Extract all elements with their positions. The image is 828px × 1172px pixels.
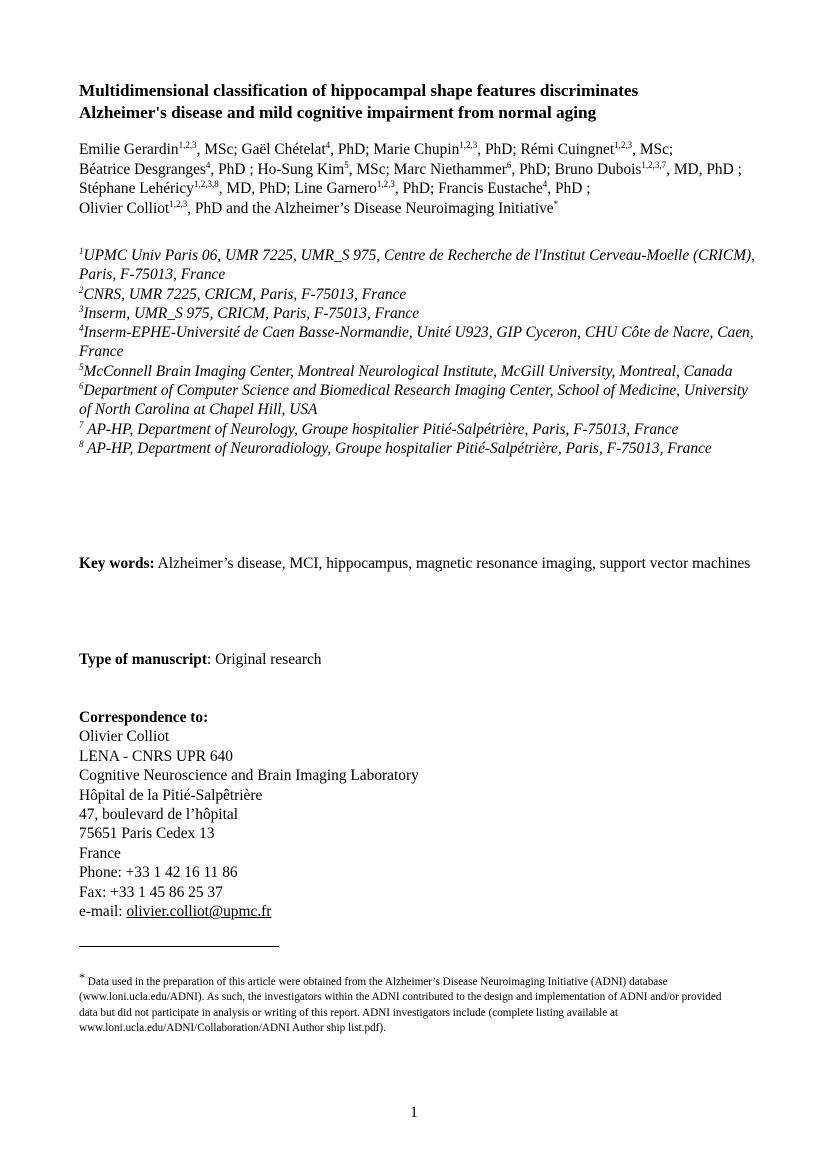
author-affiliation-sup: 6 <box>506 159 512 170</box>
affiliation-item <box>79 420 759 439</box>
title-line-2: Alzheimer's disease and mild cognitive impairment from normal aging <box>79 103 597 122</box>
author-affiliation-sup: 1,2,3 <box>169 198 188 209</box>
author-affiliation-sup: 1,2,3 <box>459 140 478 150</box>
author-degree: , MSc; <box>196 141 242 158</box>
affiliation-text: Inserm-EPHE-Université de Caen Basse-Normandie, Unité U923, GIP Cyceron, CHU Côte de Nacre, Caen, France <box>79 324 754 361</box>
author-affiliation-sup: 4 <box>205 159 211 170</box>
affiliation-item <box>79 381 759 420</box>
correspondence-line: Cognitive Neuroscience and Brain Imaging Laboratory <box>79 767 419 785</box>
affiliation-text: CNRS, UMR 7225, CRICM, Paris, F-75013, France <box>83 285 407 303</box>
affiliation-text: AP-HP, Department of Neurology, Groupe hospitalier Pitié-Salpétrière, Paris, F-75013, France <box>83 420 679 438</box>
affiliation-item <box>79 304 759 323</box>
correspondence-line: France <box>79 844 121 862</box>
author-name: Stéphane Lehéricy <box>79 180 194 197</box>
manuscript-type-text: : Original research <box>206 651 322 668</box>
paper-title <box>79 80 769 124</box>
author-name: Francis Eustache <box>438 180 543 197</box>
footnote-divider <box>79 946 279 947</box>
title-line-1: Multidimensional classification of hippocampal shape features discriminates <box>79 81 639 100</box>
affiliation-item <box>79 323 759 362</box>
author-name: Line Garnero <box>294 180 377 197</box>
correspondence-line: Phone: +33 1 42 16 11 86 <box>79 864 238 882</box>
correspondence-line: 47, boulevard de l’hôpital <box>79 806 238 824</box>
footnote-text: Data used in the preparation of this article were obtained from the Alzheimer’s Disease Neuroimaging Initiative (ADNI) database (www.loni.ucla.edu/ADNI). As such, the investigators within the ADNI contributed to the design and implementation of ADNI and/or provided data but did not participate in analysis or writing of this report. ADNI investigators include (complete listing available at www.loni.ucla.edu/ADNI/Collaboration/ADNI Author ship list.pdf). <box>79 976 722 1035</box>
affiliation-item <box>79 285 759 304</box>
affiliation-text: McConnell Brain Imaging Center, Montreal Neurological Institute, McGill University, Montreal, Canada <box>83 362 733 380</box>
author-affiliation-sup: 4 <box>325 140 331 150</box>
affiliation-number: 1 <box>79 246 84 256</box>
author-affiliation-sup: 4 <box>542 179 548 189</box>
keywords-label: Key words: <box>79 555 155 572</box>
author-degree: , PhD ; <box>210 160 258 178</box>
affiliation-list <box>79 246 759 458</box>
author-affiliation-sup: 1,2,3 <box>614 140 633 150</box>
correspondence-line: Hôpital de la Pitié-Salpêtrière <box>79 786 263 804</box>
author-degree: , MD, PhD; <box>218 180 295 197</box>
footnote-mark: * <box>79 970 85 984</box>
affiliation-item <box>79 439 759 458</box>
affiliation-text: AP-HP, Department of Neuroradiology, Groupe hospitalier Pitié-Salpétrière, Paris, F-75013, France <box>83 439 712 457</box>
author-degree: , MSc; <box>632 141 674 158</box>
correspondence-email-line <box>79 902 769 921</box>
page-number: 1 <box>410 1104 418 1121</box>
author-name: Ho-Sung Kim <box>257 160 345 178</box>
correspondence-line: 75651 Paris Cedex 13 <box>79 825 215 843</box>
affiliation-item <box>79 362 759 381</box>
author-degree: , MD, PhD ; <box>666 160 742 178</box>
correspondence-line: LENA - CNRS UPR 640 <box>79 747 233 765</box>
author-degree: , PhD ; <box>547 180 591 197</box>
correspondence-line: Fax: +33 1 45 86 25 37 <box>79 883 223 901</box>
author-affiliation-sup: 1,2,3,7 <box>641 159 667 170</box>
keywords-text: Alzheimer’s disease, MCI, hippocampus, magnetic resonance imaging, support vector machines <box>154 555 751 572</box>
keywords-section <box>79 554 769 574</box>
author-degree: , MSc; <box>348 160 394 178</box>
author-name: Béatrice Desgranges <box>79 160 206 178</box>
author-affiliation-sup: 5 <box>344 159 349 170</box>
author-degree: , PhD; <box>477 141 521 158</box>
affiliation-number: 4 <box>79 323 84 334</box>
correspondence-section <box>79 708 769 921</box>
author-list <box>79 140 769 218</box>
author-degree: , PhD; <box>330 141 374 158</box>
author-degree: , PhD; <box>394 180 439 197</box>
author-name: Olivier Colliot <box>79 199 170 217</box>
author-name: Marc Niethammer <box>393 160 507 178</box>
author-name: Marie Chupin <box>373 141 460 158</box>
author-name: Emilie Gerardin <box>79 141 179 158</box>
affiliation-number: 8 <box>79 438 84 449</box>
affiliation-number: 2 <box>79 284 84 295</box>
manuscript-type-label: Type of manuscript <box>79 651 207 668</box>
manuscript-type-section <box>79 650 769 670</box>
affiliation-text: UPMC Univ Paris 06, UMR 7225, UMR_S 975, Centre de Recherche de l'Institut Cerveau-Moelle (CRICM), Paris, F-75013, France <box>79 247 755 284</box>
affiliation-number: 5 <box>79 361 84 372</box>
affiliation-item <box>79 246 759 285</box>
affiliation-text: Department of Computer Science and Biomedical Research Imaging Center, School of Medicine, University of North Carolina at Chapel Hill, USA <box>79 382 748 419</box>
affiliation-number: 7 <box>79 419 84 430</box>
footnote <box>79 970 739 1037</box>
footnote-reference-mark: * <box>553 198 559 209</box>
author-name: Gaël Chételat <box>241 141 326 158</box>
correspondence-line: Olivier Colliot <box>79 728 170 746</box>
author-degree: , PhD; <box>511 160 555 178</box>
correspondence-label: Correspondence to: <box>79 709 209 726</box>
affiliation-number: 6 <box>79 381 84 392</box>
author-affiliation-sup: 1,2,3 <box>178 140 197 150</box>
affiliation-number: 3 <box>79 303 84 314</box>
author-name: Rémi Cuingnet <box>520 141 615 158</box>
affiliation-text: Inserm, UMR_S 975, CRICM, Paris, F-75013, France <box>83 304 420 322</box>
author-affiliation-sup: 1,2,3,8 <box>193 179 219 189</box>
author-affiliation-sup: 1,2,3 <box>376 179 395 189</box>
email-label: e-mail: <box>79 903 127 921</box>
author-name: Bruno Dubois <box>554 160 642 178</box>
email-link[interactable]: olivier.colliot@upmc.fr <box>126 903 272 921</box>
author-degree: , PhD and the Alzheimer’s Disease Neuroimaging Initiative <box>187 199 554 217</box>
